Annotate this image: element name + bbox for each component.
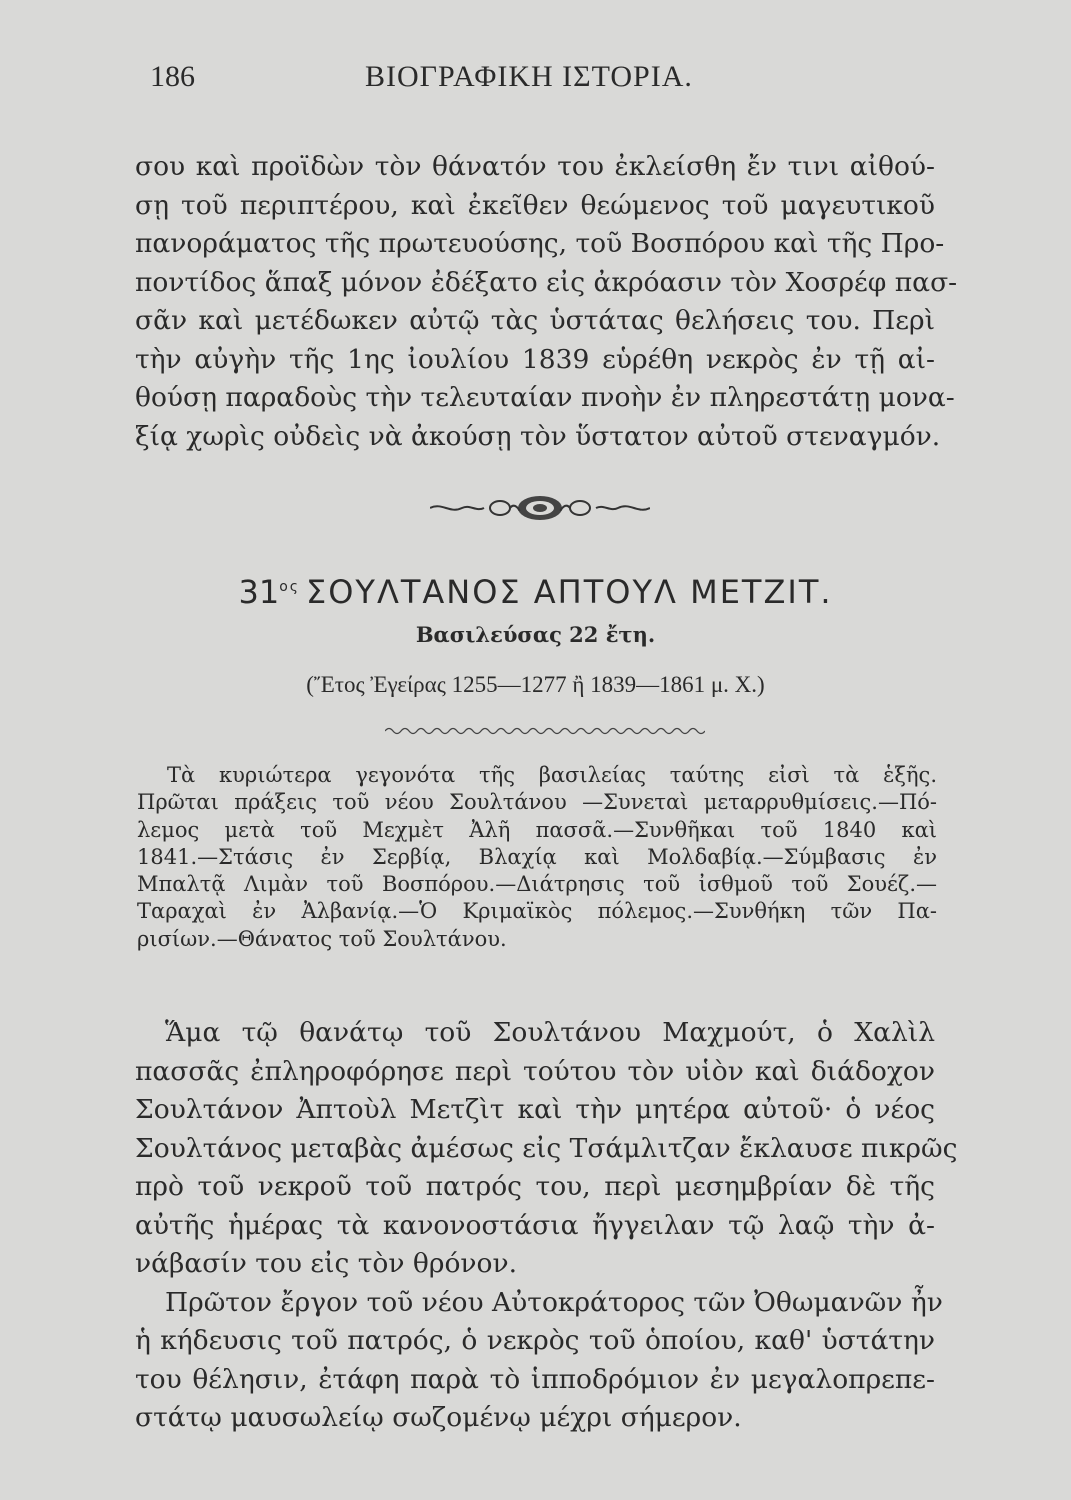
text-line: Σουλτάνος μεταβὰς ἀμέσως εἰς Τσάμλιτζαν ἔκλαυσε πικρῶς [135,1132,958,1164]
summary-line: Ταραχαὶ ἐν Ἀλβανίᾳ.—Ὁ Κριμαϊκὸς πόλεμος.—Συνθήκη τῶν Πα- [137,899,937,924]
text-line: σᾶν καὶ μετέδωκεν αὐτῷ τὰς ὑστάτας θελήσεις του. Περὶ [135,305,935,336]
main-text [135,1014,958,1438]
summary-line: Πρῶται πράξεις τοῦ νέου Σουλτάνου —Συνεταὶ μεταρρυθμίσεις.—Πό- [137,790,937,815]
text-line: πρὸ τοῦ νεκροῦ τοῦ πατρός του, περὶ μεσημβρίαν δὲ τῆς [135,1171,935,1202]
running-head: ΒΙΟΓΡΑΦΙΚΗ ΙΣΤΟΡΙΑ. [365,60,693,93]
text-line: πανοράματος τῆς πρωτευούσης, τοῦ Βοσπόρου καὶ τῆς Προ- [135,228,945,259]
summary-line: ρισίων.—Θάνατος τοῦ Σουλτάνου. [137,926,507,951]
text-line: Σουλτάνον Ἀπτοὺλ Μετζὶτ καὶ τὴν μητέρα αὐτοῦ· ὁ νέος [135,1094,935,1125]
text-line: νάβασίν του εἰς τὸν θρόνον. [135,1248,517,1279]
top-paragraph [135,148,958,456]
text-line: Ἅμα τῷ θανάτῳ τοῦ Σουλτάνου Μαχμούτ, ὁ Χαλὶλ [165,1017,935,1048]
summary-line: Τὰ κυριώτερα γεγονότα τῆς βασιλείας ταύτης εἰσὶ τὰ ἑξῆς. [167,763,937,787]
text-line: πασσᾶς ἐπληροφόρησε περὶ τούτου τὸν υἱὸν καὶ διάδοχον [135,1055,935,1087]
text-line: του θέλησιν, ἐτάφη παρὰ τὸ ἱπποδρόμιον ἐν μεγαλοπρεπε- [135,1363,935,1395]
text-line: στάτῳ μαυσωλείῳ σωζομένῳ μέχρι σήμερον. [135,1402,742,1433]
page-number: 186 [150,60,195,93]
text-line: ξίᾳ χωρὶς οὐδεὶς νὰ ἀκούσῃ τὸν ὕστατον αὐτοῦ στεναγμόν. [135,420,941,452]
text-line: αὐτῆς ἡμέρας τὰ κανονοστάσια ἤγγειλαν τῷ λαῷ τὴν ἀ- [135,1209,935,1241]
decorative-ornament [430,492,650,524]
summary-line: Μπαλτᾷ Λιμὰν τοῦ Βοσπόρου.—Διάτρησις τοῦ ἰσθμοῦ τοῦ Σουέζ.— [137,872,937,897]
chapter-summary [137,762,937,953]
text-line: σῃ τοῦ περιπτέρου, καὶ ἐκεῖθεν θεώμενος τοῦ μαγευτικοῦ [135,189,935,221]
text-line: Πρῶτον ἔργον τοῦ νέου Αὐτοκράτορος τῶν Ὀθωμανῶν ἦν [165,1286,943,1318]
text-line: σου καὶ προϊδὼν τὸν θάνατόν του ἐκλείσθη ἔν τινι αἰθού- [135,151,935,182]
summary-line: λεμος μετὰ τοῦ Μεχμὲτ Ἀλῆ πασσᾶ.—Συνθῆκαι τοῦ 1840 καὶ [137,817,937,842]
text-line: ἡ κήδευσις τοῦ πατρός, ὁ νεκρὸς τοῦ ὁποίου, καθ' ὑστάτην [135,1325,935,1356]
reign-years: (Ἔτος Ἐγείρας 1255—1277 ἢ 1839—1861 μ. Χ.) [306,672,765,697]
chapter-number: 31 [238,573,280,611]
reign-length: Βασιλεύσας 22 ἔτη. [415,622,656,647]
text-line: ποντίδος ἅπαξ μόνον ἐδέξατο εἰς ἀκρόασιν τὸν Χοσρέφ πασ- [135,266,958,298]
page-header [150,60,950,104]
chapter-heading: ΣΟΥΛΤΑΝΟΣ ΑΠΤΟΥΛ ΜΕΤΖΙΤ. [305,573,833,611]
wavy-divider [385,726,705,736]
summary-line: 1841.—Στάσις ἐν Σερβίᾳ, Βλαχίᾳ καὶ Μολδαβίᾳ.—Σύμβασις ἐν [137,844,937,869]
text-line: τὴν αὐγὴν τῆς 1ης ἰουλίου 1839 εὑρέθη νεκρὸς ἐν τῇ αἰ- [135,343,935,375]
text-line: θούσῃ παραδοὺς τὴν τελευταίαν πνοὴν ἐν πληρεστάτῃ μονα- [135,382,955,413]
chapter-number-suffix: ος [279,579,300,595]
chapter-title [0,573,1071,611]
